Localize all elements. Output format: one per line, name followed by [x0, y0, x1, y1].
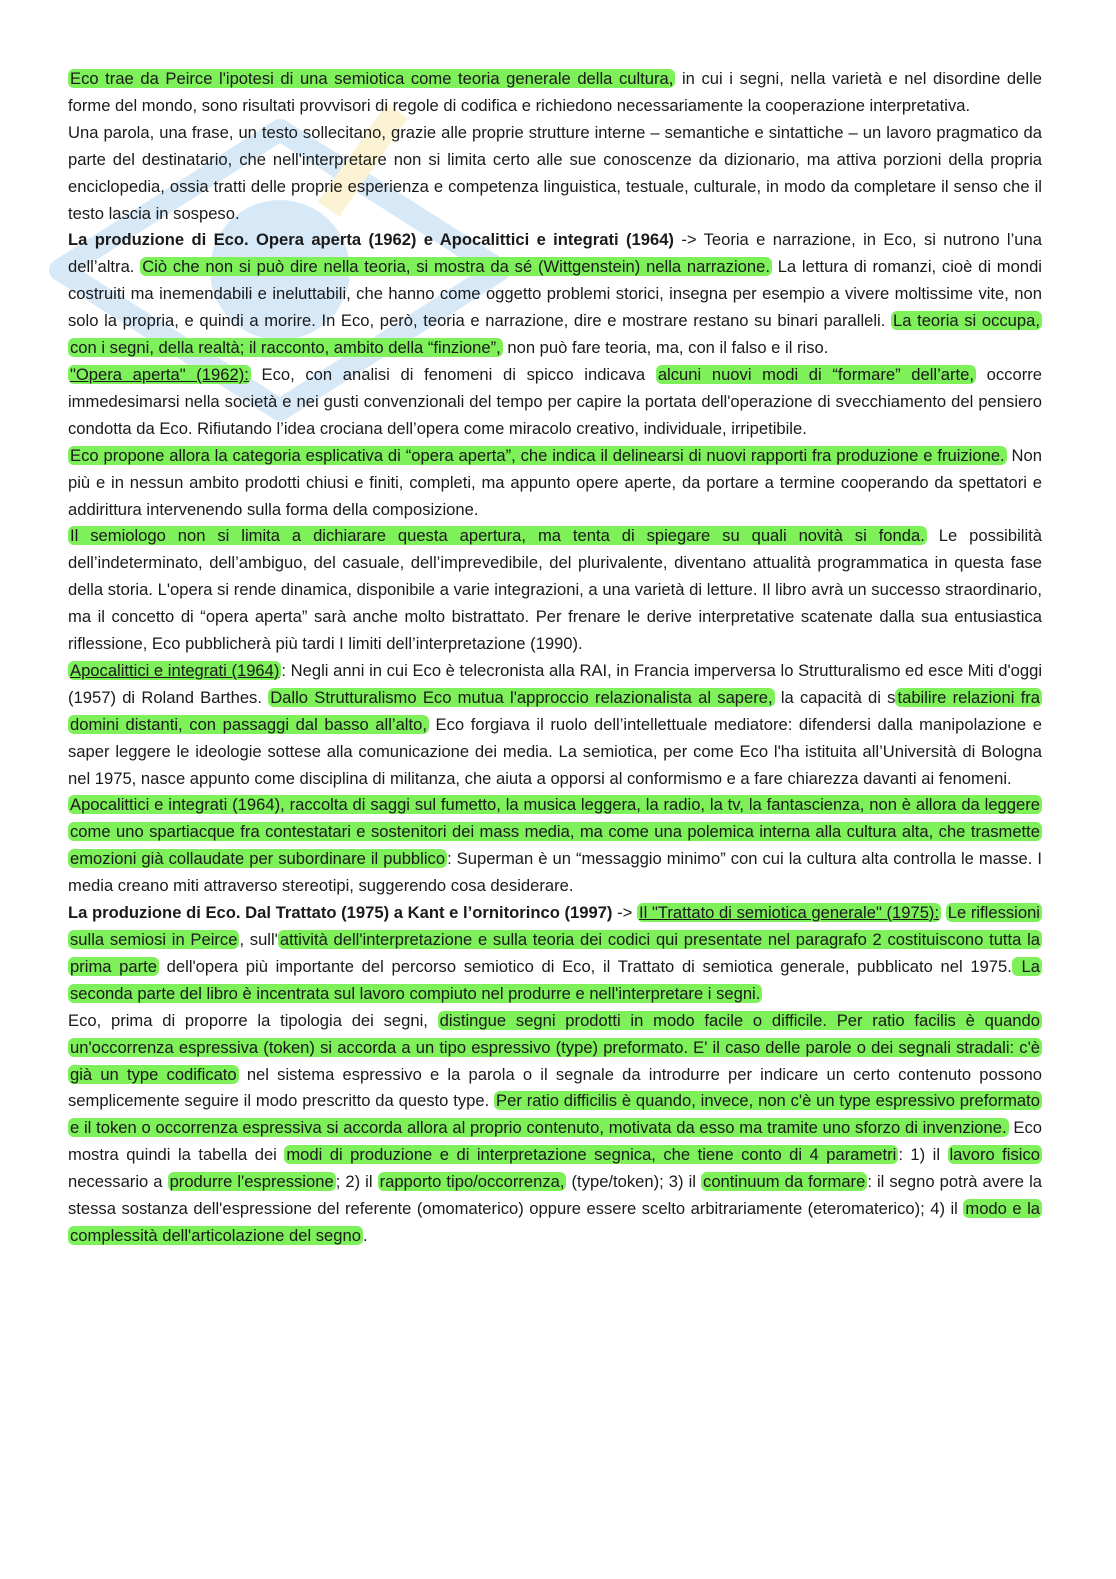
highlighted-text: modo e la complessità dell'articolazione del segno	[70, 1199, 1041, 1245]
paragraph-opera-aperta	[68, 362, 1042, 443]
body-text: Eco forgiava il ruolo dell’intellettuale mediatore: difendersi dalla manipolazione e saper leggere le ideologie sottese alla comunicazione dei media. La semiotica, per come Eco l'ha istituita all’Università di Bologna nel 1975, nasce appunto come disciplina di militanza, che aiuta a opporsi al conformismo e a fare chiarezza davanti ai fenomeni.	[68, 714, 1042, 788]
highlighted-text: Eco propone allora la categoria esplicativa di “opera aperta”, che indica il delinearsi di nuovi rapporti fra produzione e fruizione.	[70, 445, 1005, 465]
highlighted-text: Le riflessioni sulla semiosi in Peirce	[70, 903, 1040, 949]
body-text: -> Teoria e narrazione, in Eco, si nutrono l’una dell’altra.	[68, 230, 1042, 277]
body-text: : 1) il	[898, 1145, 948, 1165]
highlighted-text: alcuni nuovi modi di “formare” dell’arte,	[657, 364, 974, 384]
highlighted-text: distingue segni prodotti in modo facile o difficile. Per ratio facilis è quando un'occorrenza espressiva (token) si accorda a un tipo espressivo (type) preformato. E' il caso delle parole o dei segnali stradali: c'è già un type codificato	[70, 1010, 1040, 1084]
body-text: Eco, prima di proporre la tipologia dei segni,	[68, 1010, 438, 1030]
body-text: : Superman è un “messaggio minimo” con cui la cultura alta controlla le masse. I media creano miti attraverso stereotipi, suggerendo cosa desiderare.	[68, 849, 1042, 896]
highlighted-text: modi di produzione e di interpretazione segnica, che tiene conto di 4 parametri	[286, 1145, 897, 1165]
body-text: : Negli anni in cui Eco è telecronista alla RAI, in Francia imperversa lo Strutturalismo ed esce Miti d'oggi (1957) di Roland Barthes.	[68, 660, 1042, 707]
body-text: la capacità di s	[774, 687, 896, 707]
body-text: ->	[612, 903, 637, 923]
highlighted-text: La teoria si occupa, con i segni, della realtà; il racconto, ambito della “finzione”,	[70, 311, 1040, 358]
highlighted-text: Apocalittici e integrati (1964), raccolta di saggi sul fumetto, la musica leggera, la radio, la tv, la fantascienza, non è allora da leggere come uno spartiacque fra contestatari e sostenitori dei mass media, ma come una polemica interna alla cultura alta, che trasmette emozioni già collaudate per subordinare il pubblico	[70, 795, 1040, 869]
body-text: nel sistema espressivo e la parola o il segnale da introdurre per indicare un certo contenuto possono semplicemente seguire il modo prescritto da questo type.	[68, 1064, 1043, 1111]
highlighted-text: Il "Trattato di semiotica generale" (1975):	[639, 903, 940, 923]
paragraph-opera-aperta-category	[68, 443, 1042, 524]
paragraph-production-1962-1964	[68, 227, 1042, 362]
highlighted-text: "Opera aperta" (1962):	[70, 364, 249, 384]
highlighted-text: Eco trae da Peirce l'ipotesi di una semiotica come teoria generale della cultura,	[70, 69, 674, 88]
body-text: (type/token); 3) il	[566, 1172, 702, 1192]
highlighted-text: lavoro fisico	[949, 1145, 1040, 1165]
highlighted-text: rapporto tipo/occorrenza,	[379, 1172, 565, 1192]
highlighted-text: Ciò che non si può dire nella teoria, si mostra da sé (Wittgenstein) nella narrazione.	[142, 257, 770, 277]
body-text: Eco mostra quindi la tabella dei	[68, 1118, 1042, 1165]
body-text: in cui i segni, nella varietà e nel disordine delle forme del mondo, sono risultati provvisori di regole di codifica e richiedono necessariamente la cooperazione interpretativa.	[68, 69, 1042, 115]
document-page	[68, 66, 1042, 1250]
highlighted-text: produrre l'espressione	[169, 1172, 334, 1192]
body-text: necessario a	[68, 1172, 168, 1192]
body-text: La lettura di romanzi, cioè di mondi costruiti ma inemendabili e ineluttabili, che hanno come oggetto problemi storici, insegna per esempio a vivere moltissime vite, non solo la propria, e quindi a morire. In Eco, però, teoria e narrazione, dire e mostrare restano su binari paralleli.	[68, 257, 1042, 331]
paragraph-semiologist	[68, 523, 1042, 658]
body-text: dell'opera più importante del percorso semiotico di Eco, il Trattato di semiotica generale, pubblicato nel 1975.	[159, 956, 1012, 976]
body-text: ; 2) il	[335, 1172, 378, 1192]
paragraph-sign-typology	[68, 1008, 1042, 1250]
highlighted-text: La seconda parte del libro è incentrata sul lavoro compiuto nel produrre e nell'interpretare i segni.	[70, 956, 1040, 1003]
paragraph-apocalittici-essays	[68, 792, 1042, 900]
body-text: , sull'	[239, 930, 278, 949]
highlighted-text: Dallo Strutturalismo Eco mutua l'approccio relazionalista al sapere,	[270, 687, 773, 707]
highlighted-text: Il semiologo non si limita a dichiarare questa apertura, ma tenta di spiegare su quali novità si fonda.	[70, 526, 925, 546]
body-text: occorre immedesimarsi nella società e nei gusti convenzionali del tempo per capire la portata dell'operazione di svecchiamento del pensiero condotta da Eco. Rifiutando l’idea crociana dell’opera come miracolo creativo, individuale, irripetibile.	[68, 364, 1042, 438]
body-text: : il segno potrà avere la stessa sostanza dell'espressione del referente (omomaterico) oppure essere scelto arbitrariamente (eteromaterico); 4) il	[68, 1172, 1042, 1219]
body-text: Le possibilità dell’indeterminato, dell’ambiguo, del casuale, dell’imprevedibile, del plurivalente, diventano attualità programmatica in questa fase della storia. L'opera si rende dinamica, disponibile a varie integrazioni, a una varietà di letture. Il libro avrà un successo straordinario, ma il concetto di “opera aperta” sarà anche molto bistrattato. Per frenare le derive interpretative scatenate dalla sua entusiastica riflessione, Eco pubblicherà più tardi I limiti dell’interpretazione (1990).	[68, 526, 1042, 654]
paragraph-pragmatic-work	[68, 120, 1042, 228]
section-heading: La produzione di Eco. Opera aperta (1962) e Apocalittici e integrati (1964)	[68, 230, 674, 250]
section-heading: La produzione di Eco. Dal Trattato (1975) a Kant e l’ornitorinco (1997)	[68, 903, 613, 923]
body-text: Una parola, una frase, un testo sollecitano, grazie alle proprie strutture interne – semantiche e sintattiche – un lavoro pragmatico da parte del destinatario, che nell'interpretare non si limita certo alle sue conoscenze da dizionario, ma attiva porzioni della propria enciclopedia, ossia tratti delle proprie esperienza e competenza linguistica, testuale, culturale, in modo da completare il senso che il testo lascia in sospeso.	[68, 122, 1042, 223]
highlighted-text: attività dell'interpretazione e sulla teoria dei codici qui presentate nel paragrafo 2 costituiscono tutta la prima parte	[70, 930, 1040, 976]
paragraph-production-1975-1997	[68, 900, 1042, 1008]
paragraph-apocalittici	[68, 658, 1042, 793]
highlighted-text: continuum da formare	[703, 1172, 866, 1192]
paragraph-peirce	[68, 66, 1042, 120]
highlighted-text: Per ratio difficilis è quando, invece, non c'è un type espressivo preformato e il token o occorrenza espressiva si accorda allora al proprio contenuto, motivata da esso ma tramite uno sforzo di invenzione.	[70, 1091, 1040, 1138]
body-text: Non più e in nessun ambito prodotti chiusi e finiti, completi, ma appunto opere aperte, da portare a termine cooperando da spettatori e addirittura intervenendo sulla forma della composizione.	[68, 445, 1042, 519]
body-text: non può fare teoria, ma, con il falso e il riso.	[502, 338, 829, 358]
highlighted-text: Apocalittici e integrati (1964)	[70, 660, 280, 680]
highlighted-text: tabilire relazioni fra domini distanti, con passaggi dal basso all’alto,	[70, 687, 1040, 734]
body-text: Eco, con analisi di fenomeni di spicco indicava	[250, 364, 656, 384]
body-text: .	[362, 1225, 368, 1245]
